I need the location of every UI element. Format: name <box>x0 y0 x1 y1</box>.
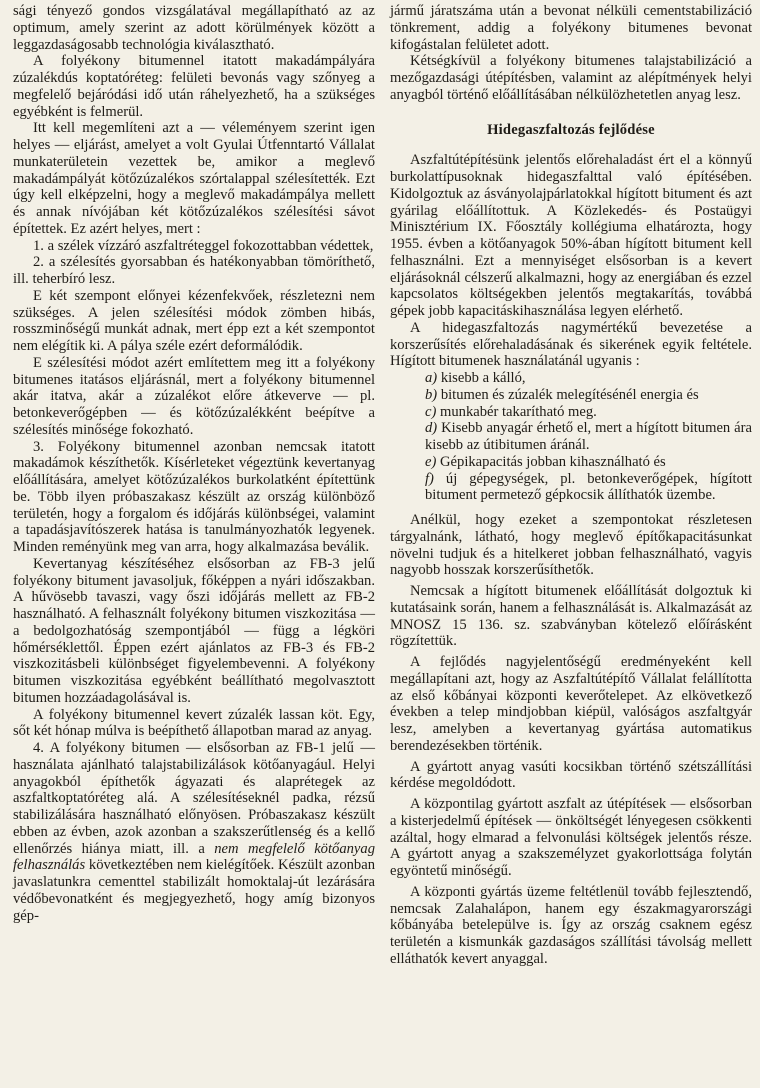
paragraph: E szélesítési módot azért említettem meg itt a folyékony bitumenes itatásos eljárásnál, mert a folyékony bitumennel akár itatva, akár a zúzalékot előre átkeverve — pl. betonkeverőgépben — és kötőzúzalékként beépítve a szélesítés minősége fokozható. <box>13 354 375 438</box>
list-label: f) <box>425 470 434 487</box>
paragraph <box>13 740 375 924</box>
paragraph: jármű járatszáma után a bevonat nélküli cementstabilizáció tönkrement, addig a folyékony bitumenes bevonat kifogástalan felületet adott. <box>390 3 752 53</box>
paragraph: Nemcsak a hígított bitumenek előállítását dolgoztuk ki kutatásaink során, hanem a felhasználását is. Alkalmazását az MNOSZ 15 136. sz. szabványban kötelező előírásként rögzítettük. <box>390 583 752 650</box>
paragraph: A folyékony bitumennel kevert zúzalék lassan köt. Egy, sőt két hónap múlva is beépíthető állapotban marad az anyag. <box>13 706 375 740</box>
paragraph: A gyártott anyag vasúti kocsikban történő szétszállítási kérdése megoldódott. <box>390 758 752 792</box>
section-heading: Hidegaszfaltozás fejlődése <box>487 121 655 138</box>
list-text: kisebb a kálló, <box>440 370 526 386</box>
list-text: Kisebb anyagár érhető el, mert a hígított bitumen ára kisebb az útibitumen áránál. <box>425 420 752 453</box>
numbered-item: 2. a szélesítés gyorsabban és hatékonyabban tömöríthető, ill. teherbíró lesz. <box>13 254 375 287</box>
paragraph: A fejlődés nagyjelentőségű eredményeként kell megállapítani azt, hogy az Aszfaltútépítő Vállalat felállította az első kőbányai központi keverőtelepet. Az elkövetkező években a telep mindjobban kiépül, valóságos aszfaltgyár lesz, amelyben a kevertanyag gyártása automatikus berendezésekben történik. <box>390 654 752 754</box>
left-column <box>13 3 375 924</box>
list-label: c) <box>425 403 437 420</box>
list-text: bitumen és zúzalék melegítésénél energia és <box>440 386 699 403</box>
list-item <box>390 370 752 387</box>
paragraph: sági tényező gondos vizsgálatával megállapítható az az optimum, amely szerint az adott körülmények között a leggazdaságosabb technológia kiválasztható. <box>13 3 375 53</box>
paragraph-text: 4. A folyékony bitumen — elsősorban az FB-1 jelű — használata ajánlható talajstabilizálások kötőanyagául. Helyi anyagokból építhetők ágyazati és alaprétegek az aszfaltkoptatóréteg alá. A szélesítéseknél padka, rézsű stabilizálására használható előnyösen. Próbaszakasz készült ebben az évben, azok azonban a szakszerűtlenség és a kellő ellenőrzés hiánya miatt, ill. a <box>13 740 375 857</box>
paragraph: Kevertanyag készítéséhez elsősorban az FB-3 jelű folyékony bitument javasoljuk, főképpen a nyári időszakban. A hűvösebb tavaszi, vagy őszi időjárás mellett az FB-2 használható. A felhasznált folyékony bitumen viszkozitása — a bedolgozhatóság szempontjából — függ a légköri hőmérséklettől. Éppen ezért ajánlatos az FB-3 és FB-2 viszkozitásbeli különbséget figyelembevenni. A folyékony bitumen viszkozitása egyébként beállítható megolvasztott bitumen hozzáadagolásával is. <box>13 555 375 706</box>
paragraph-text: következtében nem kielégítőek. Készült azonban javaslatunkra cementtel stabilizált homoktalaj-út lezárására védőbevonatként és megjegyezhető, hogy amíg bizonyos gép- <box>13 857 375 924</box>
paragraph: A hidegaszfaltozás nagymértékű bevezetése a korszerűsítés előrehaladásának és sikerének egyik feltétele. Hígított bitumenek használatánál ugyanis : <box>390 319 752 370</box>
paragraph: 3. Folyékony bitumennel azonban nemcsak itatott makadámok készíthetők. Kísérleteket végeztünk kevertanyag előállítására, amelyet kötőzúzalékos burkolatként építettünk be. Több ilyen próbaszakasz készült az ország különböző területén, hogy a forgalom és időjárás különbségei, valamint a tapadásjavítószerek hatása is tanulmányozhatók legyenek. Minden reményünk meg van arra, hogy alkalmazása beválik. <box>13 438 375 555</box>
right-column <box>390 3 752 968</box>
paragraph: Kétségkívül a folyékony bitumenes talajstabilizáció a mezőgazdasági útépítésben, valamint az alépítmények helyi anyagból történő előállításában nélkülözhetetlen anyag lesz. <box>390 53 752 103</box>
list-label: a) <box>425 370 438 386</box>
list-label: d) <box>425 420 438 437</box>
list-text: új gépegységek, pl. betonkeverőgépek, hígított bitument permetező gépkocsik állíthatók üzembe. <box>425 470 752 504</box>
list-label: b) <box>425 386 438 403</box>
paragraph: Itt kell megemlíteni azt a — véleményem szerint igen helyes — eljárást, amelyet a volt Gyulai Útfenntartó Vállalat munkaterületein vezettek be, amikor a meglevő makadámpályát kötőzúzalékos szórtalappal szélesítették. Ezt úgy kell elképzelni, hogy a meglevő makadámpálya mellett és annak nívójában két kötőzúzalékos szélesítési sávot építettek. Ez azért helyes, mert : <box>13 120 375 237</box>
list-text: Gépikapacitás jobban kihasználható és <box>440 453 666 470</box>
list-item <box>390 471 752 505</box>
list-text: munkabér takarítható meg. <box>440 403 597 420</box>
numbered-item: 1. a szélek vízzáró aszfaltréteggel fokozottabban védettek, <box>33 237 374 254</box>
list-item <box>390 420 752 454</box>
list-item <box>390 387 752 404</box>
paragraph: A folyékony bitumennel itatott makadámpályára zúzalékdús koptatóréteg: felületi bevonás vagy szőnyeg a megfelelő bejáródási idő után ráhelyezhető, ha a szükséges egyébként is felmerül. <box>13 53 375 120</box>
paragraph: A központi gyártás üzeme feltétlenül tovább fejlesztendő, nemcsak Zalahalápon, hanem egy északmagyarországi kőbányába betelepülve is. Így az ország csaknem egész területén a kismunkák gazdaságos szállítási távolság mellett elláthatók kevert anyaggal. <box>390 883 752 967</box>
paragraph: E két szempont előnyei kézenfekvőek, részletezni nem szükséges. A jelen szélesítési módok zömben hibás, rosszminőségű munkát adnak, mert épp ezt a két szempontot nem elégítik ki. A pálya széle ezért deformálódik. <box>13 287 375 354</box>
italic-emphasis: nem megfelelő kötőanyag felhasználás <box>13 840 375 874</box>
paragraph: Aszfaltútépítésünk jelentős előrehaladást ért el a könnyű burkolattípusoknak hidegaszfalttal való építésében. Kidolgoztuk az ásványolajpárlatokkal hígított bitument és azt gyárilag előállítottuk. A Közlekedés- és Postaügyi Minisztérium IX. Főosztály kollégiuma elhatározta, hogy 1955. évben a kötőanyagok 50%-ában hígított bitument kell felhasználni. Ezt a mennyiséget elsősorban is a kevert eljárásoknál célszerű alkalmazni, hogy az energiában és ezzel kapcsolatos költségekben jelentős megtakarítás, továbbá gépek jobb kapacitáskihasználása legyen elérhető. <box>390 152 752 319</box>
list-item <box>390 404 752 421</box>
list-label: e) <box>425 453 437 470</box>
paragraph: A központilag gyártott aszfalt az útépítések — elsősorban a kisterjedelmű építések — önköltségét lényegesen csökkenti azáltal, hogy elmarad a felvonulási költségek jelentős része. A gyártott anyag a szakszemélyzet gyakorlottsága folytán egyöntetű minőségű. <box>390 796 752 879</box>
list-item <box>390 454 752 471</box>
paragraph: Anélkül, hogy ezeket a szempontokat részletesen tárgyalnánk, látható, hogy meglevő építőkapacitásunkat növelni tudjuk és a hitelkeret jobban felhasználható, vagyis nagyobb hosszak korszerűsíthetők. <box>390 512 752 579</box>
